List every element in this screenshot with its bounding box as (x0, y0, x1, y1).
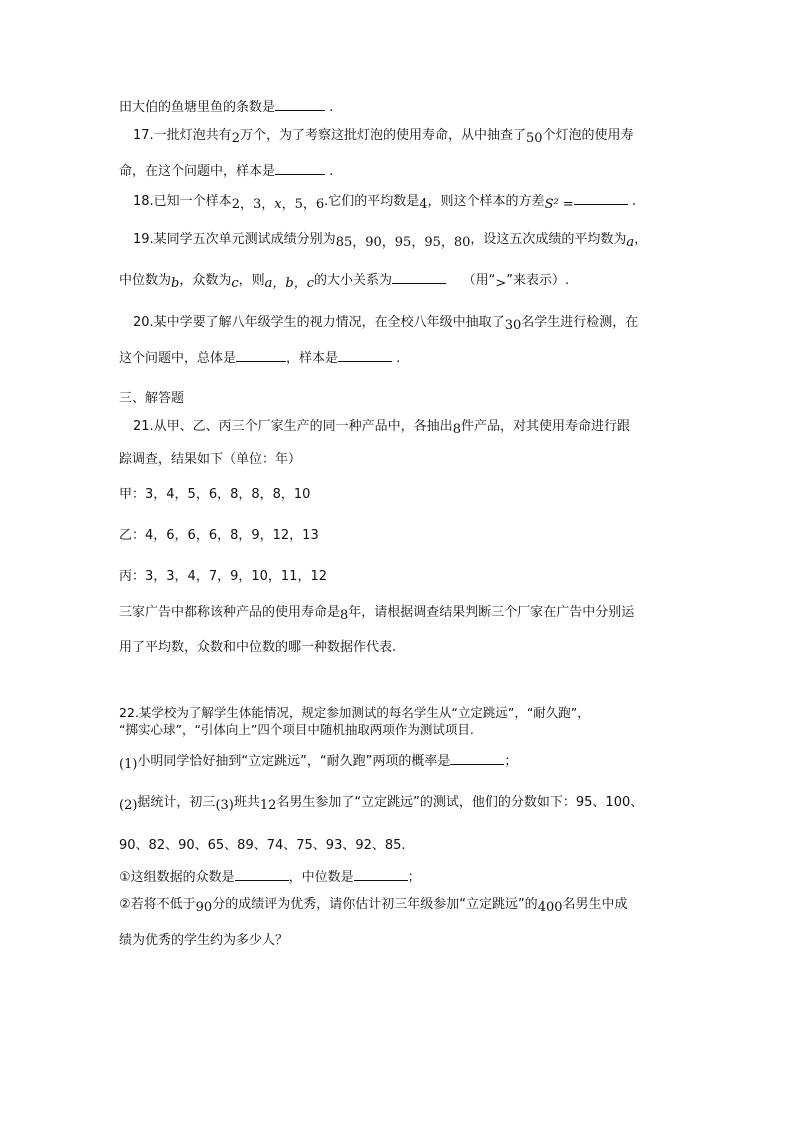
q21-data-bing (119, 569, 327, 585)
q21-text-4: 三家广告中都称该种产品的使用寿命是 (119, 605, 341, 620)
q16-text: 田大伯的鱼塘里鱼的条数是 (119, 100, 276, 115)
q21-num-2: 8 (340, 608, 349, 623)
q22-text-1: 22.某学校为了解学生体能情况，规定参加测试的每名学生从“立定跳远”，“耐久跑”， (119, 705, 590, 720)
q20-text-1: 20.某中学要了解八年级学生的视力情况，在全校八年级中抽取了 (133, 315, 505, 330)
q22-c2-text-b: 分的成绩评为优秀，请你估计初三年级参加“立定跳远”的 (212, 897, 538, 912)
q20-text-3: 这个问题中，总体是 (119, 351, 237, 366)
q22-sub1-blank (450, 752, 504, 765)
q22-c2-num-2: 400 (537, 900, 563, 915)
q18-var-x: x (274, 197, 282, 212)
q21-data-jia (119, 487, 310, 503)
q17-line-1 (133, 128, 634, 144)
q18-text-3: ，则这个样本的方差 (427, 194, 545, 209)
q22-circle-1 (119, 868, 421, 886)
q18-text-2: .它们的平均数是 (324, 194, 420, 209)
q21-text-2: 件产品，对其使用寿命进行跟 (460, 419, 630, 434)
q22-sub1-end: ； (504, 754, 518, 769)
q20-text-4: ，样本是 (286, 351, 339, 366)
q18-values-2: ，5，6 (281, 197, 325, 212)
q18-blank (574, 192, 628, 205)
q22-sub2-num: 12 (259, 798, 277, 813)
q20-num: 30 (504, 318, 522, 333)
q22-c2-num: 90 (195, 900, 213, 915)
q22-sub1-label: (1) (119, 757, 138, 772)
q22-text-2: “掷实心球”，“引体向上”四个项目中随机抽取两项作为测试项目. (119, 722, 474, 737)
q19-vars-abc: a，b，c (264, 276, 315, 291)
q22-sub-1 (119, 752, 517, 770)
q20-line-1 (133, 315, 638, 331)
q21-jia-values: 3，4，5，6，8，8，8，10 (145, 487, 311, 502)
q19-text-7: 的大小关系为 (314, 273, 393, 288)
q22-c1-blank-2 (354, 868, 408, 881)
q19-var-a: a (626, 235, 635, 250)
q16-blank (275, 98, 325, 111)
q21-jia-label: 甲： (119, 487, 146, 502)
q19-text-6: ，则 (238, 273, 265, 288)
q22-sub2-text-c: 班共 (233, 795, 260, 810)
q22-scores-line (119, 838, 406, 854)
q21-text-1: 21.从甲、乙、丙三个厂家生产的同一种产品中，各抽出 (133, 419, 453, 434)
q17-text-1: 17.一批灯泡共有 (133, 128, 232, 143)
q18-num: 4 (419, 197, 428, 212)
q18-line (133, 192, 636, 210)
q19-text-8: （用“ (462, 273, 496, 288)
q22-sub2-text-a: 据统计，初三 (137, 795, 216, 810)
section-heading: 三、解答题 (119, 391, 185, 406)
q20-text-2: 名学生进行检测，在 (521, 315, 639, 330)
q21-line-1 (133, 419, 630, 435)
q22-circle-2-cont (119, 933, 288, 949)
q21-text-5: 年，请根据调查结果判断三个厂家在广告中分别运 (348, 605, 635, 620)
q20-line-2 (119, 349, 400, 367)
q21-bing-values: 3，3，4，7，9，10，11，12 (145, 569, 327, 584)
q16-tail-line (119, 98, 333, 116)
q17-text-2: 万个，为了考察这批灯泡的使用寿命，从中抽查了 (239, 128, 526, 143)
q22-line-2 (119, 722, 474, 738)
q19-var-b: b (171, 276, 180, 291)
q20-blank-1 (236, 349, 286, 362)
q19-text-9: ”来表示）. (506, 273, 570, 288)
q17-text-4: 命，在这个问题中，样本是 (119, 164, 276, 179)
q22-scores: 90、82、90、65、89、74、75、93、92、85. (119, 838, 406, 853)
q21-num: 8 (452, 422, 461, 437)
q22-c2-text-a: ②若将不低于 (119, 897, 196, 912)
q22-c1-text-b: ，中位数是 (288, 870, 354, 885)
q19-values: 85，90，95，95，80 (335, 235, 471, 250)
q19-text-4: 中位数为 (119, 273, 172, 288)
q17-blank (275, 162, 325, 175)
q19-line-2 (119, 271, 569, 289)
q20-blank-2 (338, 349, 392, 362)
q22-sub-2 (119, 795, 643, 811)
q22-line-1 (119, 705, 590, 721)
q19-text-5: ，众数为 (179, 273, 232, 288)
q18-period: . (631, 194, 636, 209)
q19-var-c: c (231, 276, 239, 291)
q22-c1-text-a: ①这组数据的众数是 (119, 870, 235, 885)
q19-line-1 (133, 232, 647, 248)
q22-c2-text-d: 绩为优秀的学生约为多少人？ (119, 933, 289, 948)
q22-c1-blank-1 (235, 868, 289, 881)
q21-yi-values: 4，6，6，6，8，9，12，13 (145, 528, 319, 543)
q21-line-3 (119, 605, 634, 621)
q22-sub1-text: 小明同学恰好抽到“立定跳远”，“耐久跑”两项的概率是 (137, 754, 451, 769)
q22-sub2-text-d: 名男生参加了“立定跳远”的测试，他们的分数如下：95、100、 (276, 795, 644, 810)
q21-yi-label: 乙： (119, 528, 146, 543)
q18-values-1: 2，3， (231, 197, 275, 212)
q21-line-4 (119, 640, 396, 656)
q17-text-3: 个灯泡的使用寿 (542, 128, 634, 143)
q17-num-1: 2 (231, 131, 240, 146)
q22-circle-2 (119, 897, 628, 913)
q21-text-3: 踪调查，结果如下（单位：年） (119, 452, 302, 467)
q20-period: . (396, 351, 401, 366)
q17-num-2: 50 (525, 131, 543, 146)
q22-sub2-label: (2) (119, 798, 138, 813)
q16-period: . (329, 100, 334, 115)
q19-text-1: 19.某同学五次单元测试成绩分别为 (133, 232, 336, 247)
q22-c2-text-c: 名男生中成 (562, 897, 628, 912)
q21-line-2 (119, 452, 301, 468)
q17-period: . (329, 164, 334, 179)
q19-text-3: ， (634, 232, 648, 247)
q17-line-2 (119, 162, 333, 180)
q21-bing-label: 丙： (119, 569, 146, 584)
q18-variance-symbol: S² = (544, 197, 574, 212)
q19-blank (392, 271, 446, 284)
q22-sub2-class: (3) (215, 798, 234, 813)
q18-text-1: 18.已知一个样本 (133, 194, 232, 209)
q19-gt-symbol: > (495, 276, 507, 291)
q21-text-6: 用了平均数，众数和中位数的哪一种数据作代表. (119, 640, 397, 655)
q19-text-2: ，设这五次成绩的平均数为 (470, 232, 627, 247)
q22-c1-text-c: ； (407, 870, 421, 885)
q21-data-yi (119, 528, 319, 544)
